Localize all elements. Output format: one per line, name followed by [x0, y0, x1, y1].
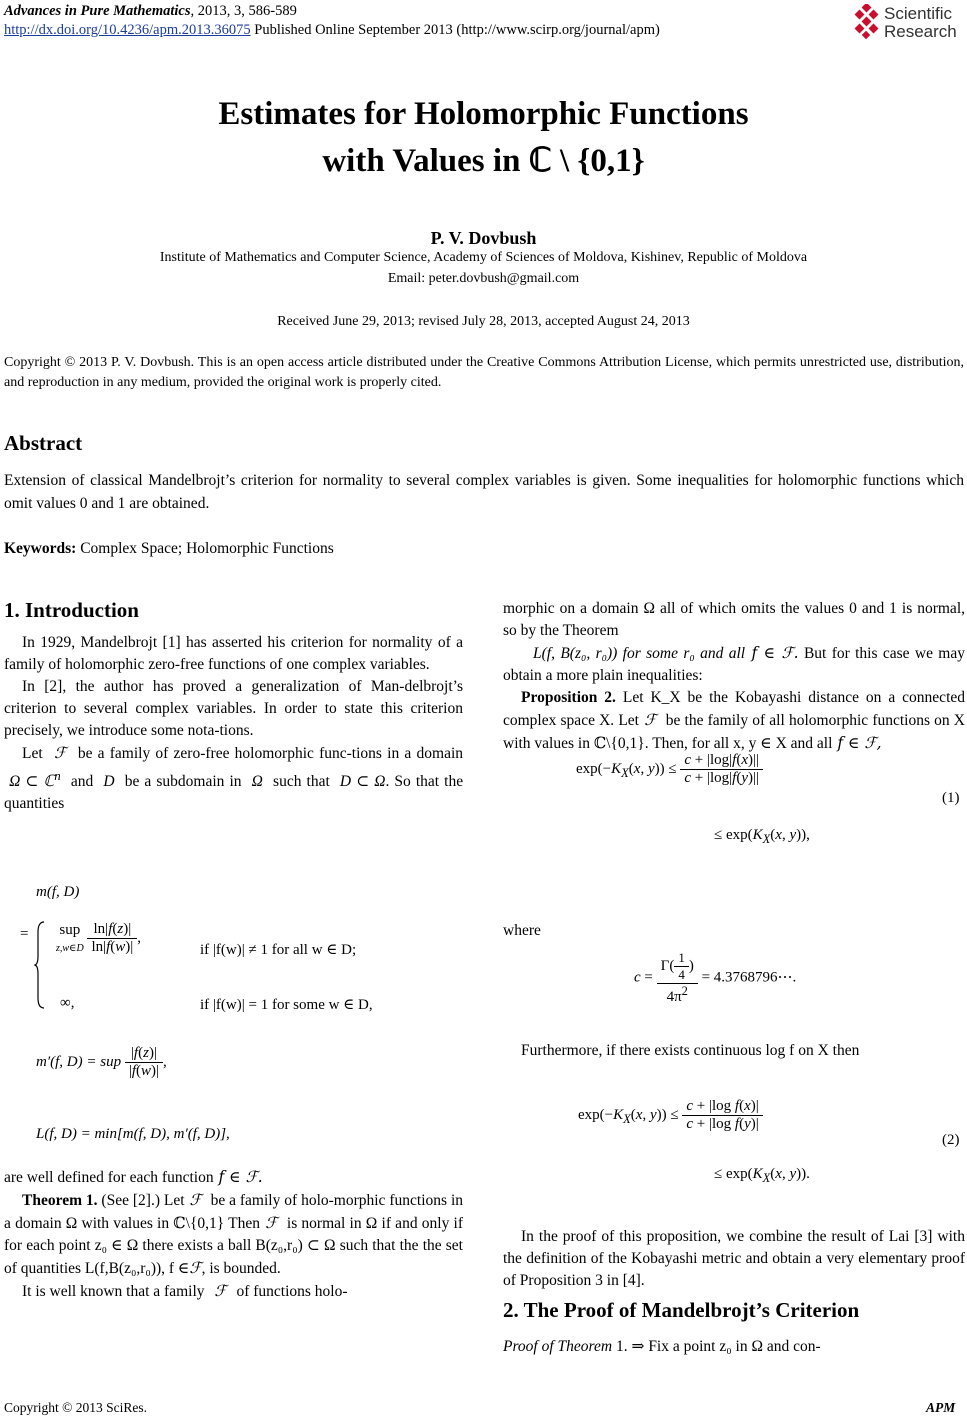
journal-name: Advances in Pure Mathematics	[4, 3, 191, 19]
keywords-label: Keywords:	[4, 540, 77, 557]
where-text: where	[503, 922, 541, 939]
keywords	[4, 540, 334, 558]
published-info: Published Online September 2013 (http://www.scirp.org/journal/apm)	[250, 22, 660, 38]
eq-mprime: m′(f, D) = sup $\frac{|f(z)|}{|f(w)|}$ ,	[36, 1045, 167, 1079]
eq-1-number: (1)	[942, 790, 960, 806]
eq-m-lhs: m(f, D)	[36, 884, 80, 900]
keywords-text: Complex Space; Holomorphic Functions	[76, 540, 334, 557]
furthermore-text: Furthermore, if there exists continuous log f on X then	[521, 1042, 860, 1059]
eq-L: L(f, D) = min[m(f, D), m′(f, D)],	[36, 1126, 230, 1142]
intro-last-paragraph: It is well known that a family ℱ of functions holo-	[22, 1282, 348, 1300]
eq-1: $\exp(-K_X(x$, y)) ≤ $\frac{c + |\log|f(x)||}{c + |\log|f(y)||}$	[576, 752, 763, 787]
theorem-block	[4, 1166, 463, 1303]
eq-m-case1: sup z,w∈D $\frac{\ln|f(z)|}{\ln|f(w)|}$ ,	[56, 921, 142, 955]
eq-1-rhs: ≤ $\exp(K_X(x$, y)),	[714, 827, 810, 846]
after-equations: are well defined for each function f ∈ ℱ.	[4, 1168, 263, 1186]
intro-paragraphs	[4, 632, 463, 815]
right-col-top	[503, 598, 965, 755]
eq-m-case2-cond: if |f(w)| = 1 for some w ∈ D,	[200, 997, 373, 1013]
eq-c: c = Γ( $\frac{1}{4}$ ) $4\pi^2$ = 4.3768796⋯.	[634, 950, 797, 1005]
author-email: Email: peter.dovbush@gmail.com	[387, 271, 580, 286]
eq-2-number: (2)	[942, 1132, 960, 1148]
footer-journal-abbr: APM	[926, 1400, 956, 1415]
intro-p1: In 1929, Mandelbrojt [1] has asserted his criterion for normality of a family of holomorphic zero-free functions of one complex variables.	[4, 634, 463, 673]
eq-2-rhs: ≤ $\exp(K_X(x$, y)).	[714, 1166, 810, 1185]
affiliation: Institute of Mathematics and Computer Science, Academy of Sciences of Moldova, Kishinev, Republic of Moldova	[159, 250, 808, 265]
proof-paragraph: In the proof of this proposition, we combine the result of Lai [3] with the definition of the Kobayashi metric and obtain a very elementary proof of Proposition 3 in [4].	[503, 1228, 965, 1289]
section-2-heading: 2. The Proof of Mandelbrojt’s Criterion	[503, 1298, 860, 1322]
doi-link[interactable]: http://dx.doi.org/10.4236/apm.2013.36075	[4, 22, 251, 38]
footer-copyright: Copyright © 2013 SciRes.	[4, 1400, 148, 1415]
logo-text-2: Research	[884, 22, 957, 41]
eq-2: $\exp(-K_X(x$, y)) ≤ $\frac{\text{c + |log f(x)|}}{\text{c + |log f(y)|}}$	[578, 1098, 763, 1133]
copyright-notice: Copyright © 2013 P. V. Dovbush. This is an open access article distributed under the Creative Commons Attribution License, which permits unrestricted use, distribution, and reproduction in any medium, provided the original work is properly cited.	[4, 355, 964, 390]
scirp-logo-icon	[852, 4, 882, 40]
right-p1: morphic on a domain Ω all of which omits the values 0 and 1 is normal, so by the Theorem	[503, 600, 965, 639]
abstract-heading: Abstract	[4, 431, 83, 455]
eq-m-case1-cond: if |f(w)| ≠ 1 for all w ∈ D;	[200, 942, 357, 958]
received-dates: Received June 29, 2013; revised July 28, 2013, accepted August 24, 2013	[277, 314, 690, 329]
right-p1b: L(f, B(z₀, r₀)) for some r₀ and all f ∈ ℱ. But for this case we may obtain a more plain inequalities:	[503, 644, 965, 684]
eq-m-case2: ∞,	[60, 995, 75, 1011]
abstract-text: Extension of classical Mandelbrojt’s criterion for normality to several complex variables is given. Some inequalities for holomorphic functions which omit values 0 and 1 are obtained.	[4, 472, 964, 512]
paper-title-line2: with Values in ℂ \ {0,1}	[322, 143, 645, 179]
scirp-logo	[852, 2, 967, 42]
paper-title-line1: Estimates for Holomorphic Functions	[218, 96, 749, 132]
author: P. V. Dovbush	[430, 228, 537, 248]
journal-header	[4, 3, 297, 20]
proposition-2: Proposition 2. Let K_X be the Kobayashi distance on a connected complex space X. Let ℱ be the family of all holomorphic functions on X with values in ℂ\{0,1}. Then, for all x, y ∈ X and all f ∈ ℱ,	[503, 689, 966, 752]
theorem-1: Theorem 1. (See [2].) Let ℱ be a family of holo-morphic functions in a domain Ω with values in ℂ\{0,1} Then ℱ is normal in Ω if and only if for each point z₀ ∈ Ω there exists a ball B(z₀,r₀) ⊂ Ω such that the the set of quantities L(f,B(z₀,r₀)), f ∈ℱ, is bounded.	[4, 1191, 463, 1277]
proof-start: Proof of Theorem 1. ⇒ Fix a point z₀ in Ω and con-	[503, 1338, 821, 1355]
logo-text-1: Scientific	[884, 4, 953, 23]
doi-line	[4, 22, 660, 39]
journal-volume: , 2013, 3, 586-589	[190, 3, 297, 19]
section-1-heading: 1. Introduction	[4, 598, 139, 622]
intro-p2: In [2], the author has proved a generalization of Man-delbrojt’s criterion to several complex variables. In order to state this criterion precisely, we introduce some nota-tions.	[4, 678, 463, 739]
intro-p3: Let ℱ be a family of zero-free holomorphic func-tions in a domain Ω ⊂ ℂ$^n$ and D be a subdomain in Ω such that D ⊂ Ω. So that the quantities	[4, 744, 464, 813]
brace-icon	[34, 920, 46, 1010]
